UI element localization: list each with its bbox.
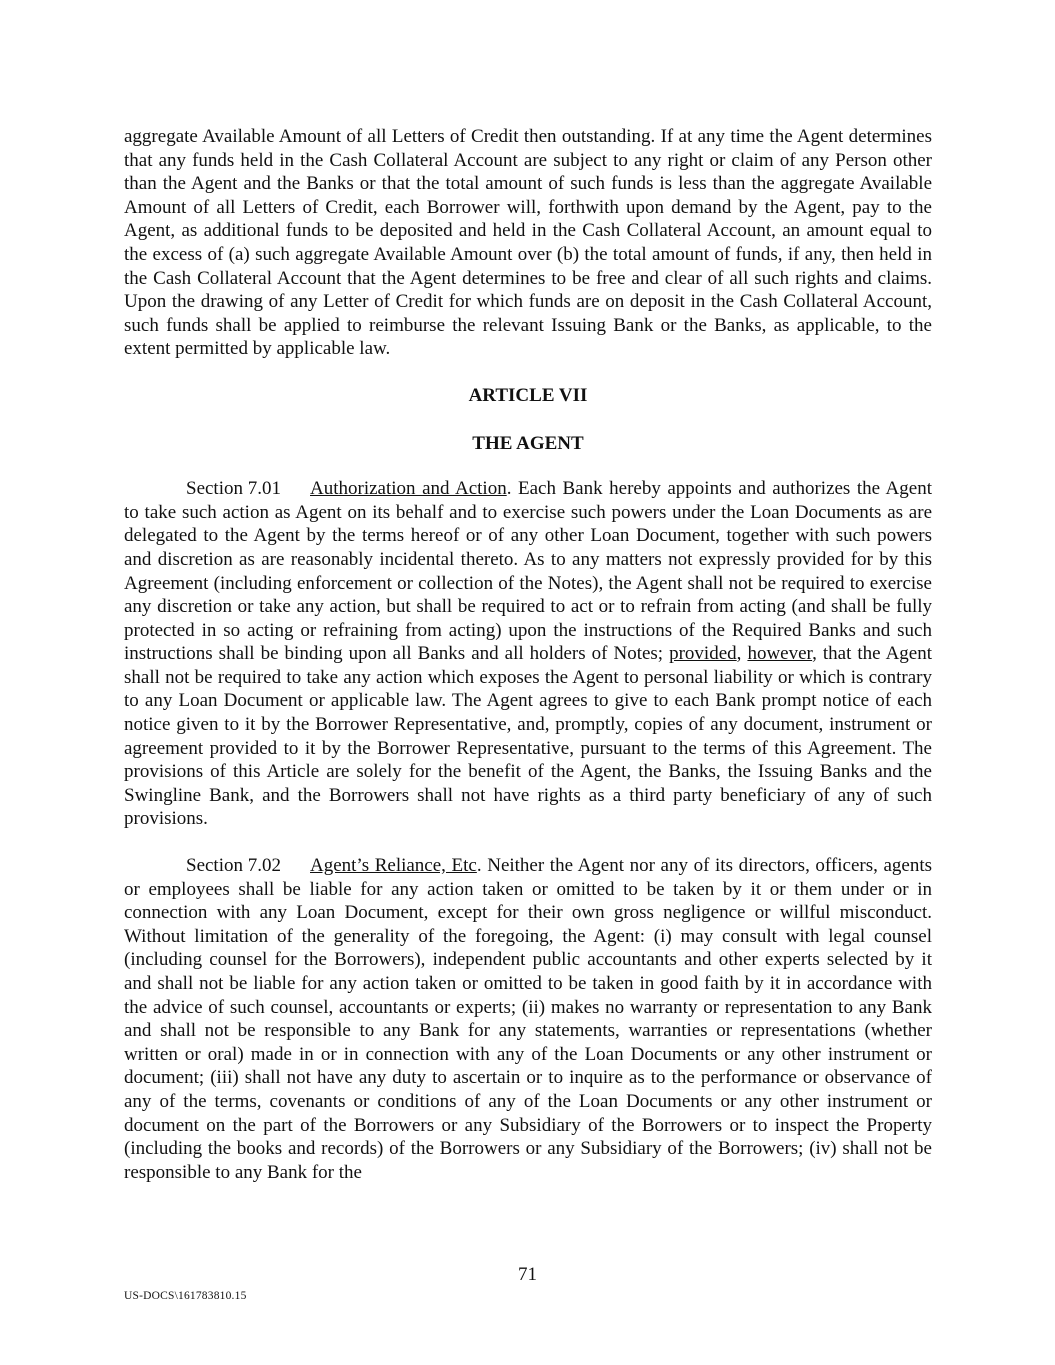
section-7-01-text-1: . Each Bank hereby appoints and authorizes the Agent to take such action as Agent on its behalf and to exercise such powers under the Loan Documents as are delegated to the Agent by the terms hereof or of any other Loan Document, together with such powers and discretion as are reasonably incidental thereto. As to any matters not expressly provided for by this Agreement (including enforcement or collection of the Notes), the Agent shall not be required to exercise any discretion or take any action, but shall be required to act or to refrain from acting (and shall be fully protected in so acting or refraining from acting) upon the instructions of the Required Banks and such instructions shall be binding upon all Banks and all holders of Notes;: [124, 478, 932, 665]
section-7-02-title: Agent’s Reliance, Etc: [310, 855, 477, 877]
section-7-01-number: Section 7.01: [186, 478, 281, 500]
provided-term: provided: [669, 643, 737, 665]
section-7-02-text: . Neither the Agent nor any of its directors, officers, agents or employees shall be liable for any action taken or omitted to be taken by it or them under or in connection with any Loan Document, except for their own gross negligence or willful misconduct. Without limitation of the generality of the foregoing, the Agent: (i) may consult with legal counsel (including counsel for the Borrowers), independent public accountants and other experts selected by it and shall not be liable for any action taken or omitted to be taken in good faith by it in accordance with the advice of such counsel, accountants or experts; (ii) makes no warranty or representation to any Bank and shall not be responsible to any Bank for any statements, warranties or representations (whether written or oral) made in or in connection with any of the Loan Documents or any other instrument or document; (iii) shall not have any duty to ascertain or to inquire as to the performance or observance of any of the terms, covenants or conditions of any of the Loan Documents or any other instrument or document on the part of the Borrowers or any Subsidiary of the Borrowers or to inspect the Property (including the books and records) of the Borrowers or any Subsidiary of the Borrowers; (iv) shall not be responsible to any Bank for the: [124, 855, 932, 1183]
page-number: 71: [518, 1264, 537, 1285]
article-title: THE AGENT: [472, 432, 584, 454]
article-heading: ARTICLE VII: [468, 384, 588, 406]
section-7-02-paragraph: [124, 854, 932, 1184]
section-7-01-paragraph: [124, 477, 932, 831]
section-7-01-text-2: , that the Agent shall not be required to take any action which exposes the Agent to personal liability or which is contrary to any Loan Document or applicable law. The Agent agrees to give to each Bank prompt notice of each notice given to it by the Borrower Representative, and, promptly, copies of any document, instrument or agreement provided to it by the Borrower Representative, pursuant to the terms of this Agreement. The provisions of this Article are solely for the benefit of the Agent, the Banks, the Issuing Banks and the Swingline Bank, and the Borrowers shall not have rights as a third party beneficiary of any of such provisions.: [124, 643, 933, 830]
document-id: US-DOCS\161783810.15: [124, 1290, 247, 1302]
document-page: [124, 125, 932, 1184]
comma-separator: ,: [736, 643, 748, 665]
section-7-02-number: Section 7.02: [186, 855, 281, 877]
section-7-01-title: Authorization and Action: [310, 478, 507, 500]
however-term: however: [747, 643, 813, 665]
continuation-paragraph: aggregate Available Amount of all Letters of Credit then outstanding. If at any time the Agent determines that any funds held in the Cash Collateral Account are subject to any right or claim of any Person other than the Agent and the Banks or that the total amount of such funds is less than the aggregate Available Amount of all Letters of Credit, each Borrower will, forthwith upon demand by the Agent, pay to the Agent, as additional funds to be deposited and held in the Cash Collateral Account, an amount equal to the excess of (a) such aggregate Available Amount over (b) the total amount of funds, if any, then held in the Cash Collateral Account that the Agent determines to be free and clear of all such rights and claims. Upon the drawing of any Letter of Credit for which funds are on deposit in the Cash Collateral Account, such funds shall be applied to reimburse the relevant Issuing Bank or the Banks, as applicable, to the extent permitted by applicable law.: [124, 126, 932, 360]
